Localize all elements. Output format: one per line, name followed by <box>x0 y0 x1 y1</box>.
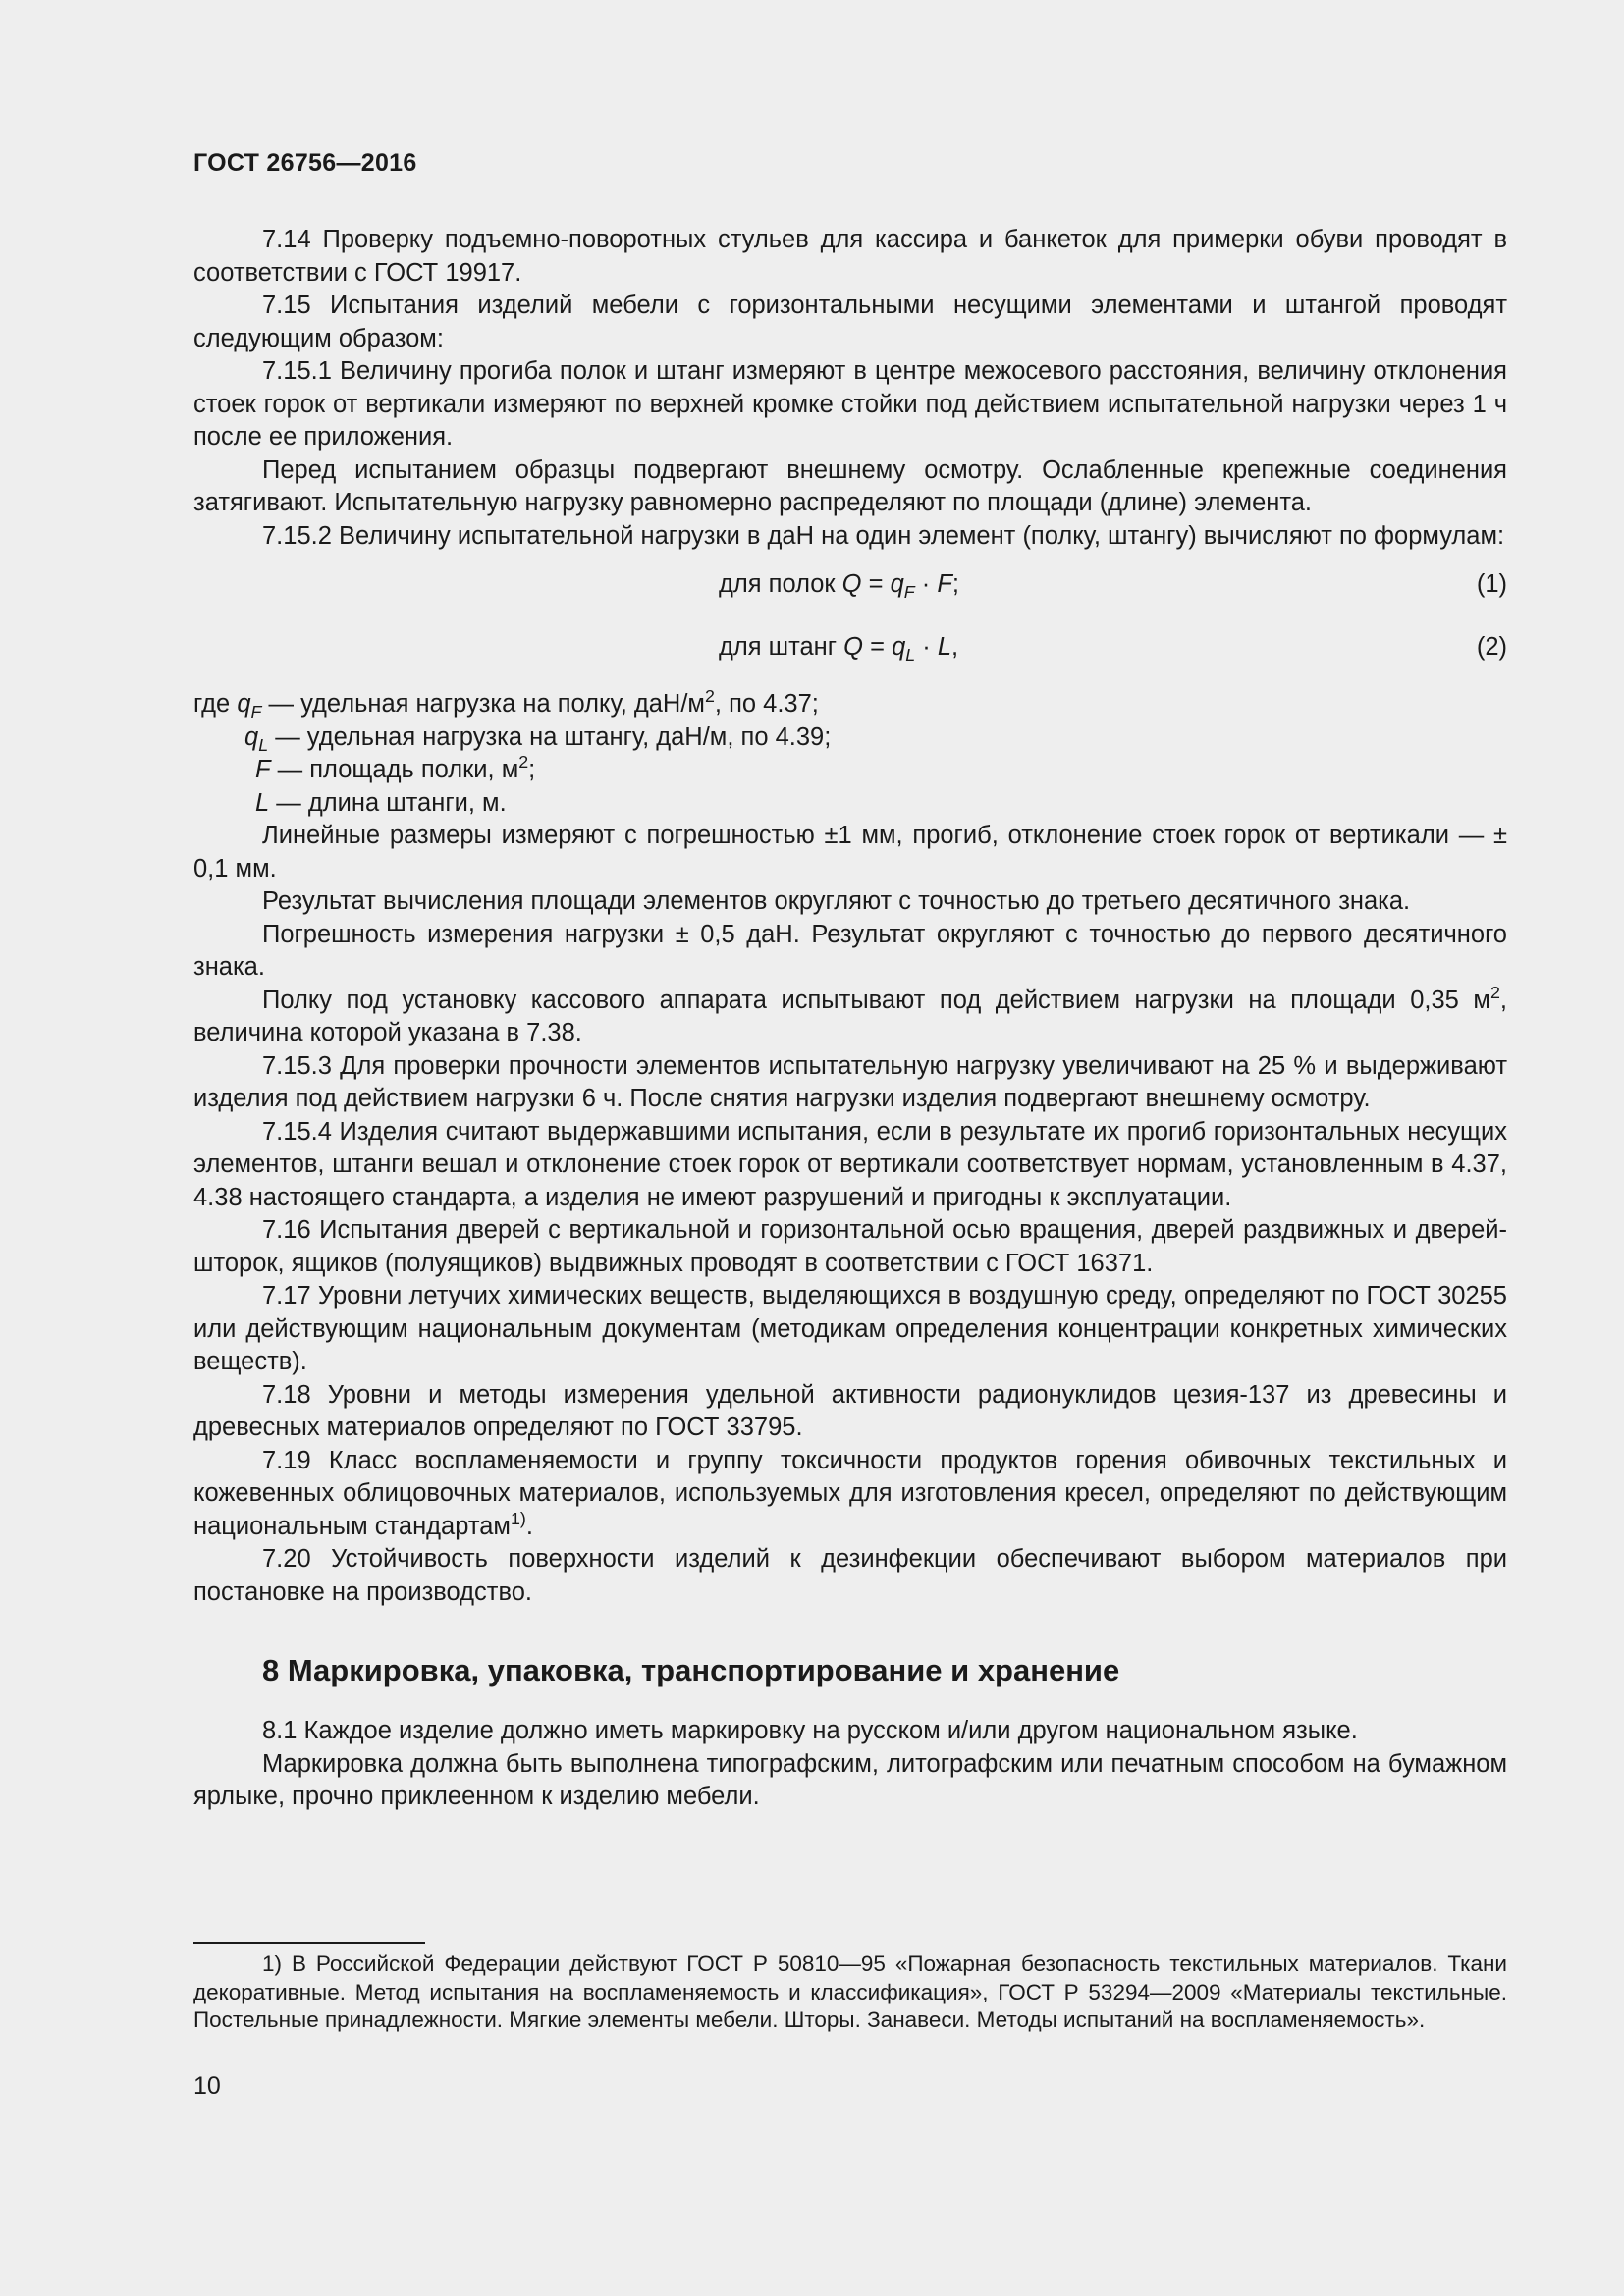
paragraph-7-16: 7.16 Испытания дверей с вертикальной и горизонтальной осью вращения, дверей раздвижных и дверей-шторок, ящиков (полуящиков) выдвижных проводят в соответствии с ГОСТ 16371. <box>193 1216 1507 1277</box>
formula-var: q <box>892 633 906 661</box>
definition-superscript: 2 <box>704 686 715 706</box>
formula-prefix: для полок <box>719 570 842 598</box>
formula-subscript: F <box>903 582 915 602</box>
formula-subscript: L <box>905 645 916 665</box>
formula-expression <box>719 625 958 668</box>
page-number: 10 <box>193 2072 221 2100</box>
paragraph-7-15-1: 7.15.1 Величину прогиба полок и штанг измеряют в центре межосевого расстояния, величину отклонения стоек горок от вертикали измеряют по верхней кромке стойки под действием испытательной нагрузки через 1 ч после ее приложения. <box>193 357 1507 451</box>
paragraph-7-14: 7.14 Проверку подъемно-поворотных стульев для кассира и банкеток для примерки обуви проводят в соответствии с ГОСТ 19917. <box>193 226 1507 287</box>
paragraph-tail: . <box>525 1512 533 1540</box>
formula-prefix: для штанг <box>719 633 844 661</box>
definition-symbol: F <box>255 756 271 783</box>
formula-var2: F <box>937 570 952 598</box>
footnote-divider <box>193 1942 425 1944</box>
paragraph-area-rounding: Результат вычисления площади элементов округляют с точностью до третьего десятичного знака. <box>262 887 1411 915</box>
paragraph-7-18: 7.18 Уровни и методы измерения удельной активности радионуклидов цезия-137 из древесины и древесных материалов определяют по ГОСТ 33795. <box>193 1380 1507 1441</box>
formula-var2: L <box>937 633 952 661</box>
definition-text: — длина штанги, м. <box>269 788 507 817</box>
paragraph-8-1: 8.1 Каждое изделие должно иметь маркировку на русском и/или другом национальном языке. <box>262 1717 1358 1744</box>
formula-equals: = <box>861 570 891 598</box>
definition-f <box>193 754 1507 787</box>
superscript: 2 <box>1489 982 1500 1002</box>
formula-operator: · <box>914 570 938 598</box>
formula-operator: · <box>915 633 938 661</box>
formula-end: ; <box>951 570 960 598</box>
definitions-list <box>193 688 1507 820</box>
paragraph-7-20: 7.20 Устойчивость поверхности изделий к дезинфекции обеспечивают выбором материалов при постановке на производство. <box>193 1545 1507 1606</box>
formula-equals: = <box>863 633 893 661</box>
paragraph-7-15-4: 7.15.4 Изделия считают выдержавшими испытания, если в результате их прогиб горизонтальных несущих элементов, штанги вешал и отклонение стоек горок от вертикали соответствует нормам, установленным в 4.37, 4.38 настоящего стандарта, а изделия не имеют разрушений и пригодны к эксплуатации. <box>193 1117 1507 1211</box>
footnote-ref: 1) <box>510 1508 526 1528</box>
definition-symbol: q <box>244 722 259 751</box>
formula-expression <box>719 562 959 606</box>
paragraph-marking: Маркировка должна быть выполнена типографским, литографским или печатным способом на бумажном ярлыке, прочно приклеенном к изделию мебели. <box>193 1749 1507 1810</box>
paragraph-load-error: Погрешность измерения нагрузки ± 0,5 даН. Результат округляют с точностью до первого десятичного знака. <box>193 920 1507 981</box>
formula-number: (2) <box>1476 633 1507 661</box>
formula-end: , <box>951 633 959 661</box>
paragraph-tail: , величина которой указана в 7.38. <box>193 986 1507 1046</box>
paragraph-inspection: Перед испытанием образцы подвергают внешнему осмотру. Ослабленные крепежные соединения затягивают. Испытательную нагрузку равномерно распределяют по площади (длине) элемента. <box>193 455 1507 516</box>
section-8-title: 8 Маркировка, упаковка, транспортирование и хранение <box>262 1653 1120 1687</box>
paragraph-text: Полку под установку кассового аппарата испытывают под действием нагрузки на площади 0,35 м <box>262 986 1490 1014</box>
definition-superscript: 2 <box>518 752 529 772</box>
paragraph-7-17: 7.17 Уровни летучих химических веществ, выделяющихся в воздушную среду, определяют по ГОСТ 30255 или действующим национальным документам (методикам определения концентрации конкретных химических веществ). <box>193 1282 1507 1375</box>
paragraph-7-15-2: 7.15.2 Величину испытательной нагрузки в даН на один элемент (полку, штангу) вычисляют по формулам: <box>262 521 1505 550</box>
formula-number: (1) <box>1476 570 1507 598</box>
definition-symbol: q <box>237 690 251 718</box>
document-body <box>193 224 1507 1814</box>
paragraph-text: 7.19 Класс воспламеняемости и группу токсичности продуктов горения обивочных текстильных и кожевенных облицовочных материалов, используемых для изготовления кресел, определяют по действующим национальным стандартам <box>193 1446 1507 1540</box>
definition-text: — удельная нагрузка на полку, даН/м <box>261 690 705 718</box>
formula-lhs: Q <box>843 633 863 661</box>
formula-1 <box>193 562 1507 606</box>
definition-ql <box>193 721 1507 755</box>
paragraph-linear-sizes: Линейные размеры измеряют с погрешностью ±1 мм, прогиб, отклонение стоек горок от вертикали — ± 0,1 мм. <box>193 822 1507 882</box>
definition-subscript: F <box>250 702 262 721</box>
paragraph-cash-shelf <box>193 982 1507 1050</box>
definition-l <box>193 787 1507 821</box>
definition-lead: где <box>193 690 238 718</box>
formula-var: q <box>890 570 904 598</box>
paragraph-7-15-3: 7.15.3 Для проверки прочности элементов испытательную нагрузку увеличивают на 25 % и выдерживают изделия под действием нагрузки 6 ч. После снятия нагрузки изделия подвергают внешнему осмотру. <box>193 1051 1507 1112</box>
paragraph-7-15: 7.15 Испытания изделий мебели с горизонтальными несущими элементами и штангой проводят следующим образом: <box>193 292 1507 352</box>
definition-qf <box>193 688 1507 721</box>
document-header: ГОСТ 26756—2016 <box>193 149 417 177</box>
footnote <box>193 1950 1507 2035</box>
formula-lhs: Q <box>841 570 862 598</box>
definition-text: — удельная нагрузка на штангу, даН/м, по 4.39; <box>268 722 832 751</box>
footnote-text: 1) В Российской Федерации действуют ГОСТ Р 50810—95 «Пожарная безопасность текстильных материалов. Ткани декоративные. Метод испытания на воспламеняемость и классификация», ГОСТ Р 53294—2009 «Материалы текстильные. Постельные принадлежности. Мягкие элементы мебели. Шторы. Занавеси. Методы испытаний на воспламеняемость». <box>193 1951 1507 2032</box>
definition-tail: , по 4.37; <box>714 690 819 718</box>
definition-tail: ; <box>528 756 536 783</box>
definition-subscript: L <box>258 734 269 755</box>
definition-text: — площадь полки, м <box>270 756 519 783</box>
paragraph-7-19 <box>193 1445 1507 1544</box>
definition-symbol: L <box>255 788 270 817</box>
formula-2 <box>193 625 1507 668</box>
